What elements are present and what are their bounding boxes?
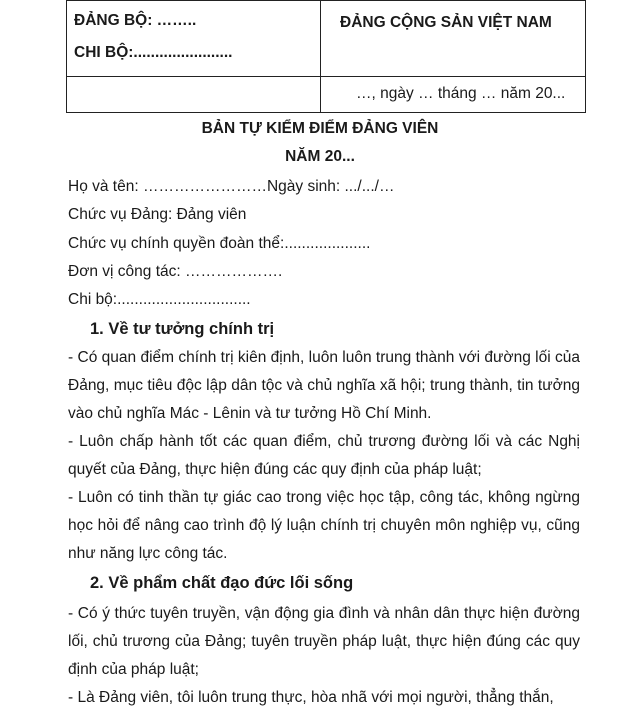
section-1-para-2: - Luôn chấp hành tốt các quan điểm, chủ trương đường lối và các Nghị quyết của Đảng, thực hiện đúng các quy định của pháp luật; xyxy=(68,433,580,478)
section-2-para-2: - Là Đảng viên, tôi luôn trung thực, hòa nhã với mọi người, thẳng thắn, xyxy=(68,689,554,706)
section-2-para-1: - Có ý thức tuyên truyền, vận động gia đình và nhân dân thực hiện đường lối, chủ trương của Đảng; tuyên truyền pháp luật, thực hiện đúng các quy định của pháp luật; xyxy=(68,605,580,678)
party-name-label: ĐẢNG CỘNG SẢN VIỆT NAM xyxy=(340,14,552,31)
party-committee-label: ĐẢNG BỘ: …….. xyxy=(74,12,197,29)
section-2-heading: 2. Về phẩm chất đạo đức lối sống xyxy=(90,574,354,592)
party-position-field: Chức vụ Đảng: Đảng viên xyxy=(68,206,247,223)
section-1-para-1: - Có quan điểm chính trị kiên định, luôn luôn trung thành với đường lối của Đảng, mục tiêu độc lập dân tộc và chủ nghĩa xã hội; trung thành, tin tưởng vào chủ nghĩa Mác - Lênin và tư tưởng Hồ Chí Minh. xyxy=(68,349,580,422)
name-dob-field: Họ và tên: ……………………Ngày sinh: .../.../… xyxy=(68,178,395,195)
header-cell-right xyxy=(321,1,586,77)
party-cell-label: CHI BỘ:....................... xyxy=(74,44,233,61)
section-1-para-3: - Luôn có tinh thần tự giác cao trong việc học tập, công tác, không ngừng học hỏi để nâng cao trình độ lý luận chính trị chuyên môn nghiệp vụ, cũng như năng lực công tác. xyxy=(68,489,580,562)
document-year: NĂM 20... xyxy=(285,148,355,165)
header-cell-empty xyxy=(67,77,321,113)
section-1-heading: 1. Về tư tưởng chính trị xyxy=(90,320,275,338)
gov-position-field: Chức vụ chính quyền đoàn thể:.................... xyxy=(68,235,371,252)
party-cell-field: Chi bộ:............................... xyxy=(68,291,251,308)
date-line: …, ngày … tháng … năm 20... xyxy=(356,85,566,102)
document-title: BẢN TỰ KIỂM ĐIỂM ĐẢNG VIÊN xyxy=(201,120,439,137)
work-unit-field: Đơn vị công tác: ………………. xyxy=(68,263,283,280)
